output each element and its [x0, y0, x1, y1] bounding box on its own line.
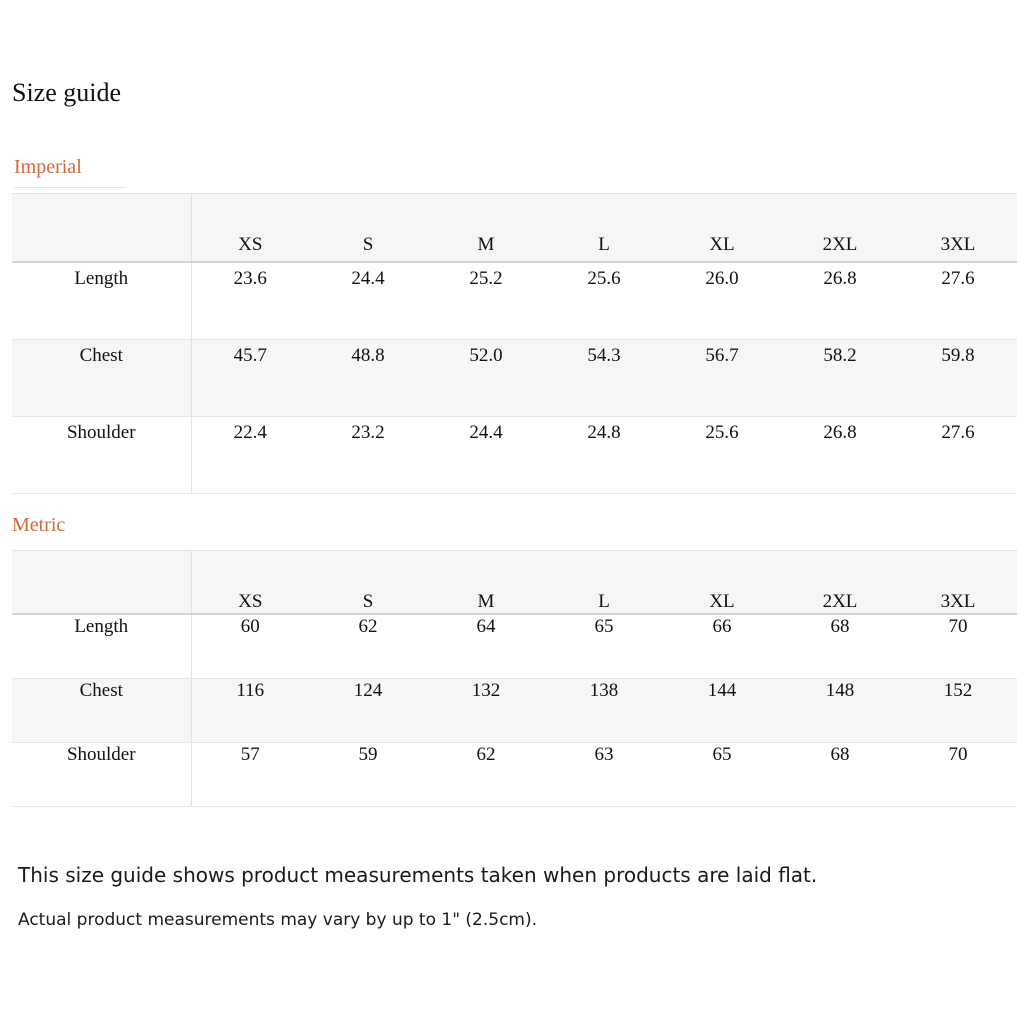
table-cell: 24.4 [427, 417, 545, 494]
table-cell: 65 [663, 743, 781, 807]
imperial-section-label: Imperial [14, 156, 126, 188]
metric-section-label: Metric [12, 514, 66, 536]
row-label-chest: Chest [12, 340, 191, 417]
size-header-row [12, 551, 1017, 615]
size-header-xs: XS [191, 551, 309, 615]
table-cell: 45.7 [191, 340, 309, 417]
table-cell: 68 [781, 614, 899, 679]
size-header-m: M [427, 194, 545, 263]
table-cell: 25.6 [663, 417, 781, 494]
measurement-note: This size guide shows product measurements taken when products are laid flat. [18, 863, 818, 887]
table-cell: 26.0 [663, 262, 781, 340]
table-cell: 54.3 [545, 340, 663, 417]
table-cell: 23.2 [309, 417, 427, 494]
table-cell: 59.8 [899, 340, 1017, 417]
table-cell: 64 [427, 614, 545, 679]
table-row-shoulder [12, 417, 1017, 494]
table-cell: 138 [545, 679, 663, 743]
table-cell: 24.8 [545, 417, 663, 494]
table-row-shoulder [12, 743, 1017, 807]
row-label-shoulder: Shoulder [12, 417, 191, 494]
table-cell: 27.6 [899, 417, 1017, 494]
table-cell: 24.4 [309, 262, 427, 340]
table-cell: 144 [663, 679, 781, 743]
row-label-length: Length [12, 262, 191, 340]
table-cell: 27.6 [899, 262, 1017, 340]
size-header-2xl: 2XL [781, 194, 899, 263]
row-label-chest: Chest [12, 679, 191, 743]
size-header-m: M [427, 551, 545, 615]
size-header-s: S [309, 551, 427, 615]
table-cell: 57 [191, 743, 309, 807]
table-cell: 48.8 [309, 340, 427, 417]
table-cell: 152 [899, 679, 1017, 743]
imperial-size-table [12, 193, 1017, 494]
table-row-chest [12, 679, 1017, 743]
table-cell: 68 [781, 743, 899, 807]
table-cell: 26.8 [781, 262, 899, 340]
table-cell: 62 [427, 743, 545, 807]
size-header-xl: XL [663, 551, 781, 615]
size-header-l: L [545, 551, 663, 615]
table-cell: 56.7 [663, 340, 781, 417]
size-header-l: L [545, 194, 663, 263]
table-cell: 132 [427, 679, 545, 743]
table-cell: 58.2 [781, 340, 899, 417]
corner-cell [12, 551, 191, 615]
size-header-3xl: 3XL [899, 194, 1017, 263]
table-cell: 70 [899, 614, 1017, 679]
size-header-xl: XL [663, 194, 781, 263]
table-cell: 60 [191, 614, 309, 679]
metric-size-table [12, 550, 1017, 807]
table-cell: 63 [545, 743, 663, 807]
corner-cell [12, 194, 191, 263]
size-header-3xl: 3XL [899, 551, 1017, 615]
table-cell: 116 [191, 679, 309, 743]
table-cell: 66 [663, 614, 781, 679]
table-cell: 70 [899, 743, 1017, 807]
row-label-length: Length [12, 614, 191, 679]
table-cell: 25.6 [545, 262, 663, 340]
table-cell: 59 [309, 743, 427, 807]
table-cell: 22.4 [191, 417, 309, 494]
variance-note: Actual product measurements may vary by up to 1" (2.5cm). [18, 910, 538, 930]
size-header-2xl: 2XL [781, 551, 899, 615]
table-cell: 52.0 [427, 340, 545, 417]
table-cell: 148 [781, 679, 899, 743]
table-row-length [12, 262, 1017, 340]
size-header-row [12, 194, 1017, 263]
size-header-xs: XS [191, 194, 309, 263]
table-cell: 62 [309, 614, 427, 679]
table-row-chest [12, 340, 1017, 417]
page-title: Size guide [12, 78, 122, 107]
table-cell: 25.2 [427, 262, 545, 340]
size-header-s: S [309, 194, 427, 263]
row-label-shoulder: Shoulder [12, 743, 191, 807]
table-cell: 65 [545, 614, 663, 679]
table-cell: 124 [309, 679, 427, 743]
table-row-length [12, 614, 1017, 679]
table-cell: 23.6 [191, 262, 309, 340]
table-cell: 26.8 [781, 417, 899, 494]
